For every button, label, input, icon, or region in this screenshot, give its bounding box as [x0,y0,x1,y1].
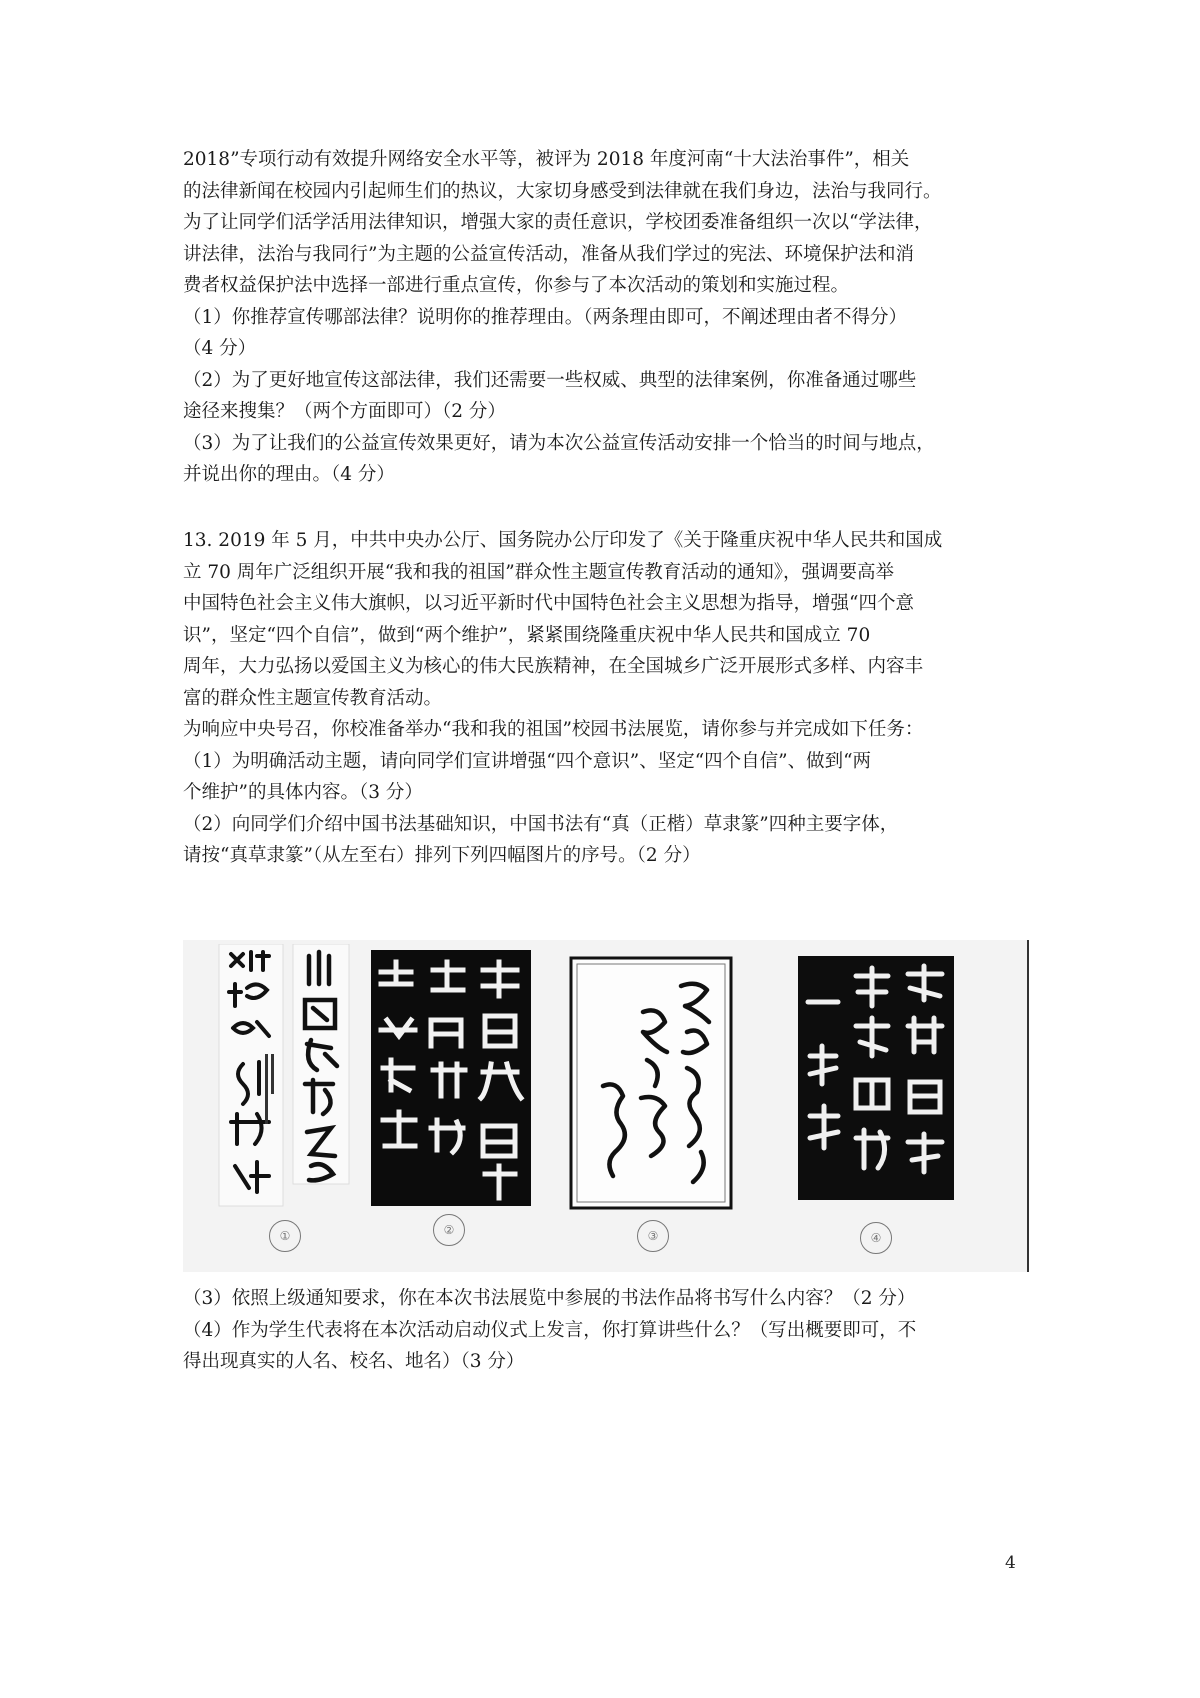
text-line: 富的群众性主题宣传教育活动。 [183,687,443,709]
question-13-continued [183,1283,1023,1378]
panel-number-2: ② [433,1214,465,1246]
text-line: 讲法律，法治与我同行”为主题的公益宣传活动，准备从我们学过的宪法、环境保护法和消 [183,243,914,265]
sub-question-3: （3）为了让我们的公益宣传效果更好，请为本次公益宣传活动安排一个恰当的时间与地点， [183,432,935,454]
question-13 [183,525,1023,872]
text-line: 识”，坚定“四个自信”，做到“两个维护”，紧紧围绕隆重庆祝中华人民共和国成立 70 [183,624,871,646]
calligraphy-image-1 [213,944,353,1243]
text-line: 中国特色社会主义伟大旗帜，以习近平新时代中国特色社会主义思想为指导，增强“四个意 [183,593,914,614]
calligraphy-figure [183,940,1029,1272]
sub-question-1: （1）为明确活动主题，请向同学们宣讲增强“四个意识”、坚定“四个自信”、做到“两 [183,750,872,772]
text-line: 2018”专项行动有效提升网络安全水平等，被评为 2018 年度河南“十大法治事件”，相关 [183,149,910,170]
sub-question-2: （2）向同学们介绍中国书法基础知识，中国书法有“真（正楷）草隶篆”四种主要字体， [183,813,899,835]
text-line: 周年，大力弘扬以爱国主义为核心的伟大民族精神，在全国城乡广泛开展形式多样、内容丰 [183,656,924,677]
sub-question-1-cont: 个维护”的具体内容。（3 分） [183,782,423,803]
panel-number-4: ④ [860,1222,892,1254]
text-line: 13. 2019 年 5 月，中共中央办公厅、国务院办公厅印发了《关于隆重庆祝中华人民共和国成 [183,530,943,551]
sub-question-2-cont: 请按“真草隶篆”（从左至右）排列下列四幅图片的序号。（2 分） [183,845,701,866]
text-line: 的法律新闻在校园内引起师生们的热议，大家切身感受到法律就在我们身边，法治与我同行。 [183,180,942,202]
sub-question-2-cont: 途径来搜集？（两个方面即可）（2 分） [183,401,506,422]
sub-question-4-cont: 得出现真实的人名、校名、地名）（3 分） [183,1351,525,1372]
panel-number-1: ① [269,1220,301,1252]
sub-question-4: （4）作为学生代表将在本次活动启动仪式上发言，你打算讲些什么？（写出概要即可，不 [183,1319,917,1341]
sub-question-1-score: （4 分） [183,338,257,359]
calligraphy-image-3 [569,956,733,1243]
sub-question-3-cont: 并说出你的理由。（4 分） [183,464,395,485]
calligraphy-image-2 [371,950,531,1237]
sub-question-2: （2）为了更好地宣传这部法律，我们还需要一些权威、典型的法律案例，你准备通过哪些 [183,369,917,391]
question-12-continued [183,144,1023,491]
text-line: 立 70 周年广泛组织开展“我和我的祖国”群众性主题宣传教育活动的通知》，强调要高举 [183,561,894,583]
panel-number-3: ③ [637,1220,669,1252]
text-line: 为了让同学们活学活用法律知识，增强大家的责任意识，学校团委准备组织一次以“学法律， [183,212,933,233]
sub-question-1: （1）你推荐宣传哪部法律？说明你的推荐理由。（两条理由即可，不阐述理由者不得分） [183,306,908,328]
calligraphy-image-4 [798,956,954,1245]
text-line: 费者权益保护法中选择一部进行重点宣传，你参与了本次活动的策划和实施过程。 [183,275,850,296]
figure-border [1027,940,1029,1272]
task-intro: 为响应中央号召，你校准备举办“我和我的祖国”校园书法展览，请你参与并完成如下任务： [183,719,924,740]
page-number: 4 [1005,1553,1016,1573]
sub-question-3: （3）依照上级通知要求，你在本次书法展览中参展的书法作品将书写什么内容？（2 分） [183,1288,916,1309]
